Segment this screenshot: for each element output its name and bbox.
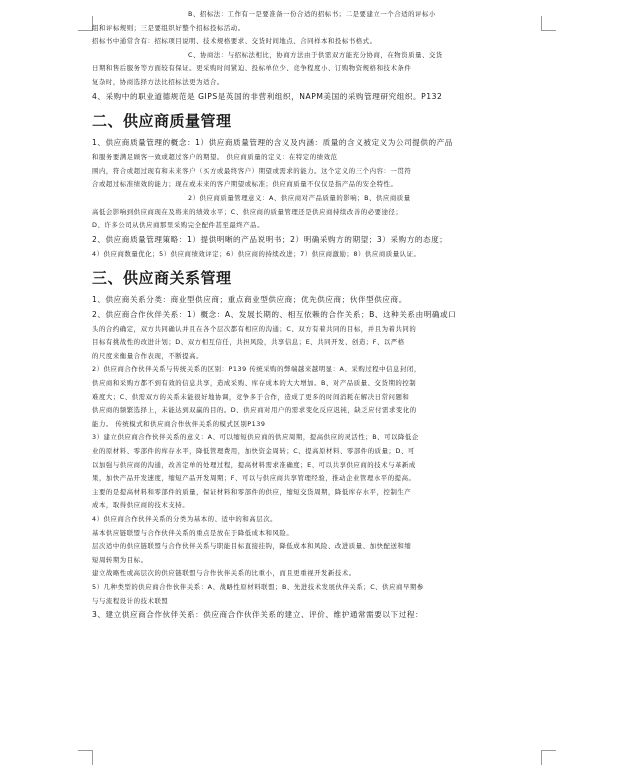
paragraph-line: 4）供应商合作伙伴关系的分类为基本的、适中的和高层次。 <box>92 515 278 524</box>
paragraph-line: 以加强与供应商的沟通，改善定单的处理过程，提高材料需求准确度；E、可以共享供应商的技术与革新成 <box>92 460 416 469</box>
paragraph-line: 和服务要满足顾客一致或超过客户的期望。 供应商质量的定义：在特定的绩效范 <box>92 153 338 162</box>
section-heading-supplier-relations: 三、供应商关系管理 <box>92 269 232 288</box>
paragraph-line: 供应商的频繁选择上，未能达到双赢的目的。D、供应商对用户的需求变化反应迟钝，缺乏应付需求变化的 <box>92 406 417 415</box>
paragraph-line: 难度大；C、供需双方的关系未能很好地协调，竞争多于合作，造成了更多的时间消耗在解决日常问题和 <box>92 392 410 401</box>
crop-mark-bottom-left <box>78 750 93 765</box>
paragraph-line: 的尺度来衡量合作表现，不断提高。 <box>92 351 204 360</box>
text-line: 组和评标规则；三是要组织好整个招标投标活动。 <box>92 23 245 32</box>
paragraph-line: 4）供应商数量优化；5）供应商绩效评定；6）供应商的持续改进；7）供应商激励；8）供应商质量认证。 <box>92 249 421 258</box>
paragraph-line: 3）建立供应商合作伙伴关系的意义：A、可以缩短供应商的供应周期，提高供应的灵活性；B、可以降低企 <box>92 433 419 442</box>
paragraph-line: 主要的是提高材料和零部件的质量，保证材料和零部件的供应，缩短交货周期，降低库存水平，控制生产 <box>92 487 412 496</box>
text-line: 日期和售后服务等方面较有保证。更采购时间紧迫、投标单位少、竞争程度小、订购物资规格和技术条件 <box>92 64 412 73</box>
text-line: 复杂时，协商选择方法比招标法更为适合。 <box>92 77 224 86</box>
paragraph-line: 1、供应商质量管理的概念：1）供应商质量管理的含义及内涵：质量的含义被定义为公司提供的产品 <box>92 138 453 148</box>
paragraph-line: 能力。 传统模式和供应商合作伙伴关系的模式区别P139 <box>92 419 266 428</box>
paragraph-line: 围内，符合或超过现有和未来客户（买方或最终客户）期望或需求的能力。这个定义的三个内容：一贯符 <box>92 166 412 175</box>
document-content <box>92 8 538 623</box>
text-line: C、协商法：与招标法相比，协商方法由于供需双方能充分协商，在物资质量、交货 <box>188 50 443 59</box>
paragraph-line: 成本，取得供应商的技术支持。 <box>92 501 190 510</box>
paragraph-line: 业的原材料、零部件的库存水平，降低管理费用，加快资金周转；C、提高原材料、零部件的质量；D、可 <box>92 447 415 456</box>
text-line: 招标书中通常含有：招标项目说明、技术规格要求、交货时间地点、合同样本和投标书格式。 <box>92 37 377 46</box>
paragraph-line: 2、供应商合作伙伴关系：1）概念：A、发展长期的、相互依赖的合作关系；B、这种关系由明确或口 <box>92 309 457 319</box>
paragraph-line: 2、供应商质量管理策略：1）提供明晰的产品说明书；2）明确采购方的期望；3）采购方的态度； <box>92 234 448 244</box>
section-heading-supplier-quality: 二、供应商质量管理 <box>92 112 232 131</box>
item-4-ethics: 4、采购中的职业道德规范是 GIPS是英国的非营利组织，NAPM美国的采购管理研究组织。P132 <box>92 91 443 101</box>
paragraph-line: 建立战略性或高层次的供应链联盟与合作伙伴关系的比重小，而且更重视开发新技术。 <box>92 569 356 578</box>
crop-mark-top-right <box>541 16 556 31</box>
paragraph-line: 1、供应商关系分类：商业型供应商；重点商业型供应商；优先供应商；伙伴型供应商。 <box>92 295 407 305</box>
paragraph-line: D、许多公司从供应商那里采购完全配件甚至最终产品。 <box>92 221 265 230</box>
paragraph-line: 层次适中的供应链联盟与合作伙伴关系与职能目标直接挂钩，降低成本和风险、改进质量、加快配送和缩 <box>92 542 412 551</box>
text-line: B、招标法：工作有一是要准备一份合适的招标书；二是要建立一个合适的评标小 <box>188 10 436 18</box>
section-supplier-relations-body <box>92 293 538 623</box>
paragraph-line: 供应商和采购方都不到有效的信息共享，造成采购、库存成本的大大增加。B、对产品质量、交货期的控制 <box>92 379 417 388</box>
paragraph-line: 2）供应商质量管理意义：A、供应商对产品质量的影响；B、供应商质量 <box>188 193 411 202</box>
paragraph-line: 头的合约确定，双方共同确认并且在各个层次都有相应的沟通；C、双方有着共同的目标，并且为着共同的 <box>92 324 417 333</box>
crop-mark-bottom-right <box>541 750 556 765</box>
paragraph-line: 与与流程设计的技术联盟 <box>92 596 169 605</box>
paragraph-line: 3、建立供应商合作伙伴关系：供应商合作伙伴关系的建立、评价、维护通常需要以下过程： <box>92 610 424 620</box>
paragraph-line: 果，加快产品开发速度，缩短产品开发周期；F、可以与供应商共享管理经验，推动企业管理水平的提高。 <box>92 474 416 483</box>
paragraph-line: 目标有挑战性的改进计划；D、双方相互信任，共担风险，共享信息；E、共同开发、创造；F、以严格 <box>92 338 405 347</box>
paragraph-line: 短周转期为目标。 <box>92 555 148 564</box>
paragraph-line: 合或超过标准绩效的能力；现在或未来的客户期望或标准；供应商质量不仅仅是指产品的安全特性。 <box>92 180 398 189</box>
section-supplier-quality-body <box>92 136 538 261</box>
crop-mark-top-left <box>78 16 93 31</box>
paragraph-line: 高低会影响到供应商现在及将来的绩效水平；C、供应商的质量管理还是供应商持续改善的必要途径； <box>92 207 403 216</box>
paragraph-line: 基本供应链联盟与合作伙伴关系的重点是放在于降低成本和风险。 <box>92 528 294 537</box>
paragraph-line: 2）供应商合作伙伴关系与传统关系的区别：P139 传统采购的弊端越来越明显：A、采购过程中信息封闭， <box>92 365 421 374</box>
paragraph-line: 5）几种类型的供应商合作伙伴关系：A、战略性原材料联盟；B、先进技术发展伙伴关系；C、供应商早期参 <box>92 582 424 591</box>
